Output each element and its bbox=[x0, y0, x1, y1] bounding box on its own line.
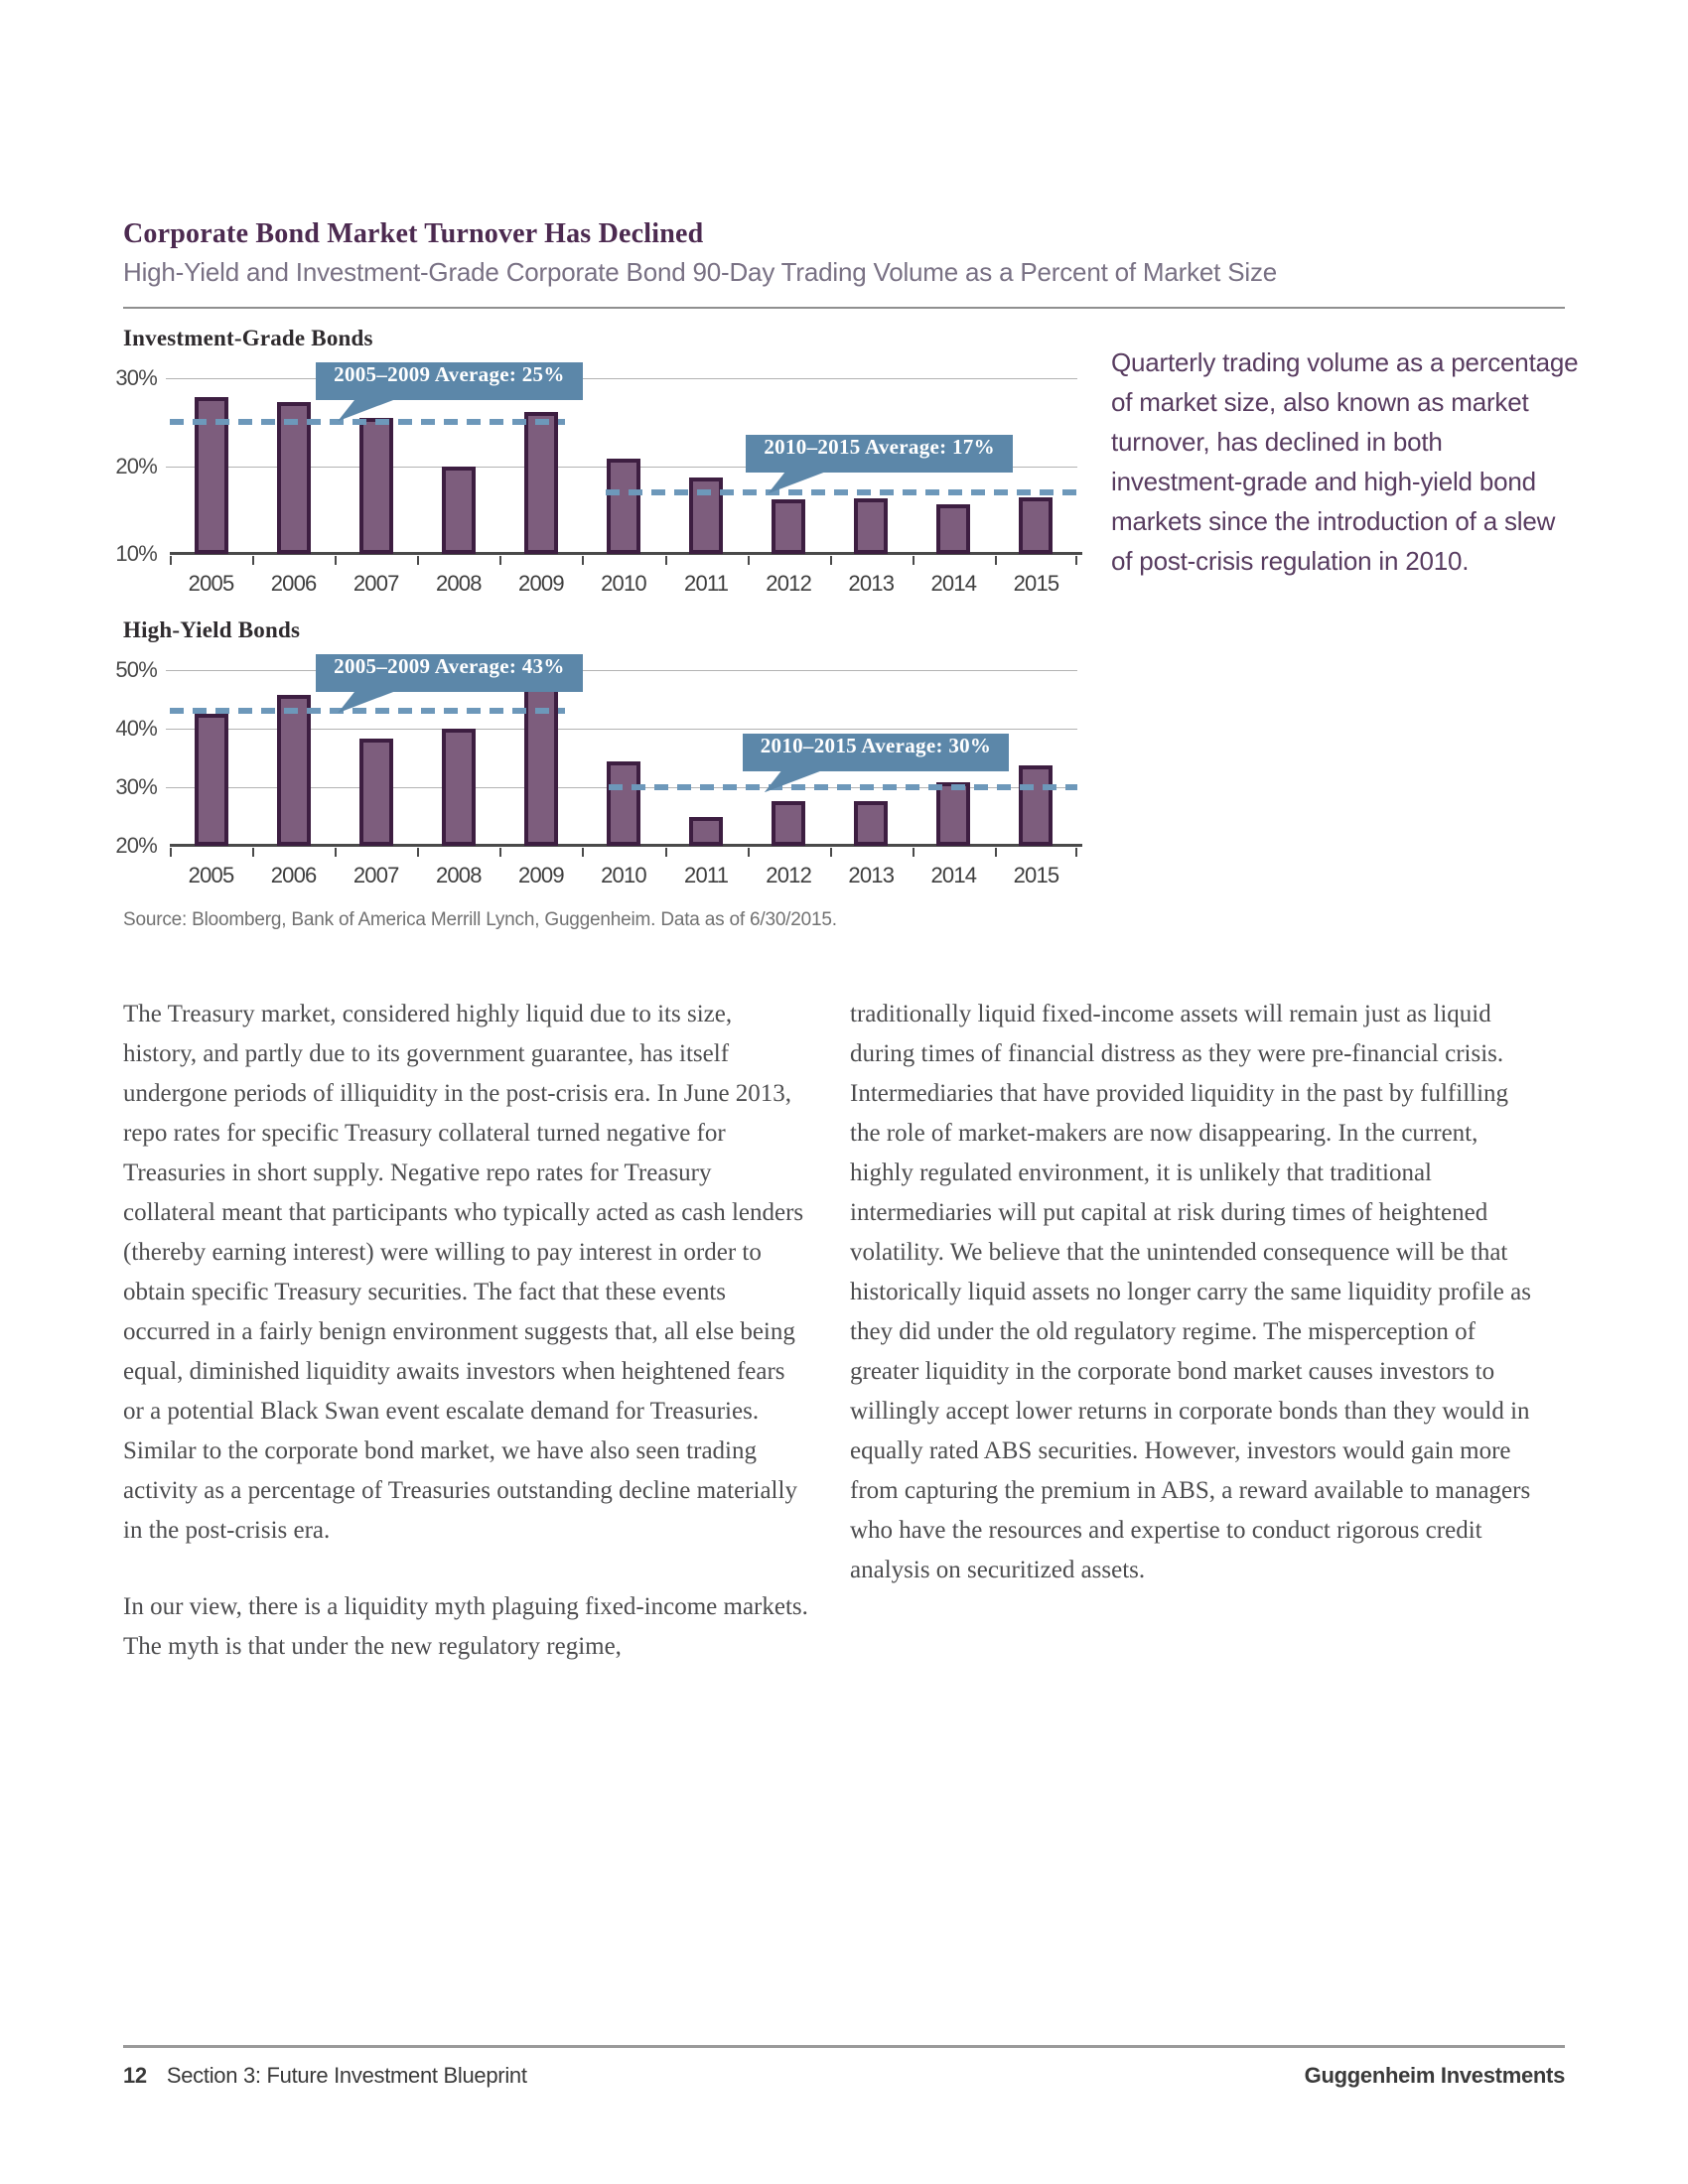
page-footer bbox=[123, 2045, 1565, 2089]
average-callout: 2010–2015 Average: 30% bbox=[743, 734, 1010, 771]
x-tick-label: 2013 bbox=[848, 571, 895, 597]
bar-2012 bbox=[772, 499, 805, 554]
bar-2015 bbox=[1019, 497, 1053, 554]
x-axis-tick bbox=[913, 556, 914, 565]
bar-2011 bbox=[689, 817, 723, 846]
x-axis-tick bbox=[748, 848, 750, 857]
x-tick-label: 2012 bbox=[766, 863, 812, 888]
footer-left bbox=[123, 2063, 527, 2089]
bar-2010 bbox=[607, 761, 640, 846]
high-yield-chart bbox=[115, 617, 1077, 888]
x-axis-tick bbox=[1075, 556, 1077, 565]
chart-plot-area bbox=[115, 654, 1077, 888]
footer-section-label: Section 3: Future Investment Blueprint bbox=[166, 2063, 527, 2088]
average-dashed-line bbox=[170, 708, 565, 714]
source-note: Source: Bloomberg, Bank of America Merrill Lynch, Guggenheim. Data as of 6/30/2015. bbox=[123, 909, 837, 931]
x-tick-label: 2008 bbox=[435, 571, 482, 597]
bar-2006 bbox=[277, 695, 311, 846]
y-tick-label: 50% bbox=[115, 657, 157, 683]
x-axis-tick bbox=[252, 556, 254, 565]
y-tick-label: 20% bbox=[115, 454, 157, 479]
x-axis-tick bbox=[665, 848, 667, 857]
x-tick-label: 2007 bbox=[352, 571, 399, 597]
paragraph: The Treasury market, considered highly liquid due to its size, history, and partly due to its government guarantee, has itself undergone periods of illiquidity in the post-crisis era. In June 2013, repo rates for specific Treasury collateral turned negative for Treasuries in short supply. Negative repo rates for Treasury collateral meant that participants who typically acted as cash lenders (thereby earning interest) were willing to pay interest in order to obtain specific Treasury securities. The fact that these events occurred in a fairly benign environment suggests that, all else being equal, diminished liquidity awaits investors when heightened fears or a potential Black Swan event escalate demand for Treasuries. Similar to the corporate bond market, we have also seen trading activity as a percentage of Treasuries outstanding decline materially in the post-crisis era. bbox=[123, 1001, 804, 1545]
y-tick-label: 20% bbox=[115, 833, 157, 859]
x-axis-tick bbox=[665, 556, 667, 565]
page-title: Corporate Bond Market Turnover Has Declined bbox=[123, 218, 704, 249]
chart-title: Investment-Grade Bonds bbox=[123, 326, 373, 351]
x-axis-tick bbox=[417, 848, 419, 857]
x-axis-tick bbox=[170, 556, 172, 565]
x-tick-label: 2007 bbox=[352, 863, 399, 888]
bar-2007 bbox=[359, 739, 393, 846]
x-axis-tick bbox=[499, 556, 501, 565]
sidebar-commentary bbox=[1111, 326, 1580, 931]
bar-2012 bbox=[772, 801, 805, 846]
x-tick-label: 2010 bbox=[601, 571, 646, 597]
body-column-right bbox=[850, 995, 1535, 1704]
x-axis-tick bbox=[417, 556, 419, 565]
header-divider bbox=[123, 307, 1565, 309]
bar-2014 bbox=[936, 782, 970, 846]
page-subtitle: High-Yield and Investment-Grade Corporate Bond 90-Day Trading Volume as a Percent of Market Size bbox=[123, 257, 1277, 288]
x-axis-tick bbox=[582, 556, 584, 565]
bar-2013 bbox=[854, 498, 888, 554]
average-dashed-line bbox=[606, 489, 1077, 495]
x-tick-label: 2005 bbox=[188, 863, 234, 888]
bar-2007 bbox=[359, 418, 393, 554]
sidebar-commentary-text: Quarterly trading volume as a percentage of market size, also known as market turnover, has declined in both investment-grade and high-yield bond markets since the introduction of a slew of post-crisis regulation in 2010. bbox=[1111, 347, 1579, 577]
x-axis-tick bbox=[995, 848, 997, 857]
x-axis-tick bbox=[830, 556, 832, 565]
x-tick-label: 2012 bbox=[766, 571, 812, 597]
x-tick-label: 2009 bbox=[518, 863, 564, 888]
bar-2010 bbox=[607, 459, 640, 554]
x-axis-tick bbox=[913, 848, 914, 857]
x-tick-label: 2005 bbox=[188, 571, 234, 597]
x-tick-label: 2015 bbox=[1013, 571, 1059, 597]
body-text bbox=[123, 995, 1565, 1704]
x-axis-tick bbox=[335, 848, 337, 857]
x-tick-label: 2010 bbox=[601, 863, 646, 888]
x-tick-label: 2011 bbox=[684, 571, 729, 597]
investment-grade-chart bbox=[115, 326, 1077, 597]
x-axis-tick bbox=[582, 848, 584, 857]
bar-2014 bbox=[936, 504, 970, 554]
chart-plot-area bbox=[115, 362, 1077, 597]
x-tick-label: 2013 bbox=[848, 863, 895, 888]
body-column-left bbox=[123, 995, 808, 1704]
bar-2008 bbox=[442, 729, 476, 846]
footer-brand: Guggenheim Investments bbox=[1304, 2063, 1565, 2088]
x-axis-tick bbox=[252, 848, 254, 857]
y-tick-label: 30% bbox=[115, 774, 157, 800]
page-number: 12 bbox=[123, 2063, 147, 2088]
x-tick-label: 2006 bbox=[270, 863, 317, 888]
x-axis-tick bbox=[499, 848, 501, 857]
average-dashed-line bbox=[170, 419, 565, 425]
average-callout: 2005–2009 Average: 25% bbox=[316, 362, 583, 400]
x-tick-label: 2011 bbox=[684, 863, 729, 888]
chart-title: High-Yield Bonds bbox=[123, 617, 301, 643]
x-axis-tick bbox=[995, 556, 997, 565]
x-axis-tick bbox=[1075, 848, 1077, 857]
x-axis-tick bbox=[830, 848, 832, 857]
bar-2008 bbox=[442, 467, 476, 554]
paragraph: In our view, there is a liquidity myth plaguing fixed-income markets. The myth is that under the new regulatory regime, bbox=[123, 1593, 808, 1661]
x-axis-tick bbox=[748, 556, 750, 565]
y-tick-label: 30% bbox=[115, 365, 157, 391]
bar-2005 bbox=[195, 714, 228, 846]
x-tick-label: 2014 bbox=[930, 863, 977, 888]
bar-2009 bbox=[524, 412, 558, 554]
x-axis-tick bbox=[335, 556, 337, 565]
x-tick-label: 2009 bbox=[518, 571, 564, 597]
x-tick-label: 2006 bbox=[270, 571, 317, 597]
x-axis-tick bbox=[170, 848, 172, 857]
average-callout: 2005–2009 Average: 43% bbox=[316, 654, 583, 692]
y-tick-label: 10% bbox=[115, 541, 157, 567]
gridline-30 bbox=[166, 378, 1077, 379]
bar-2015 bbox=[1019, 765, 1053, 846]
x-tick-label: 2008 bbox=[435, 863, 482, 888]
charts-column bbox=[115, 326, 1077, 931]
y-tick-label: 40% bbox=[115, 716, 157, 742]
bar-2013 bbox=[854, 801, 888, 846]
average-callout: 2010–2015 Average: 17% bbox=[746, 435, 1013, 473]
paragraph: traditionally liquid fixed-income assets will remain just as liquid during times of financial distress as they were pre-financial crisis. Intermediaries that have provided liquidity in the past by fulfilling the role of market-makers are now disappearing. In the current, highly regulated environment, it is unlikely that traditional intermediaries will put capital at risk during times of heightened volatility. We believe that the unintended consequence will be that historically liquid assets no longer carry the same liquidity profile as they did under the old regulatory regime. The misperception of greater liquidity in the corporate bond market causes investors to willingly accept lower returns in corporate bonds than they would in equally rated ABS securities. However, investors would gain more from capturing the premium in ABS, a reward available to managers who have the resources and expertise to conduct rigorous credit analysis on securitized assets. bbox=[850, 1001, 1531, 1584]
gridline-50 bbox=[166, 670, 1077, 671]
charts-section bbox=[115, 326, 1579, 931]
average-dashed-line bbox=[609, 784, 1077, 790]
x-tick-label: 2014 bbox=[930, 571, 977, 597]
x-tick-label: 2015 bbox=[1013, 863, 1059, 888]
